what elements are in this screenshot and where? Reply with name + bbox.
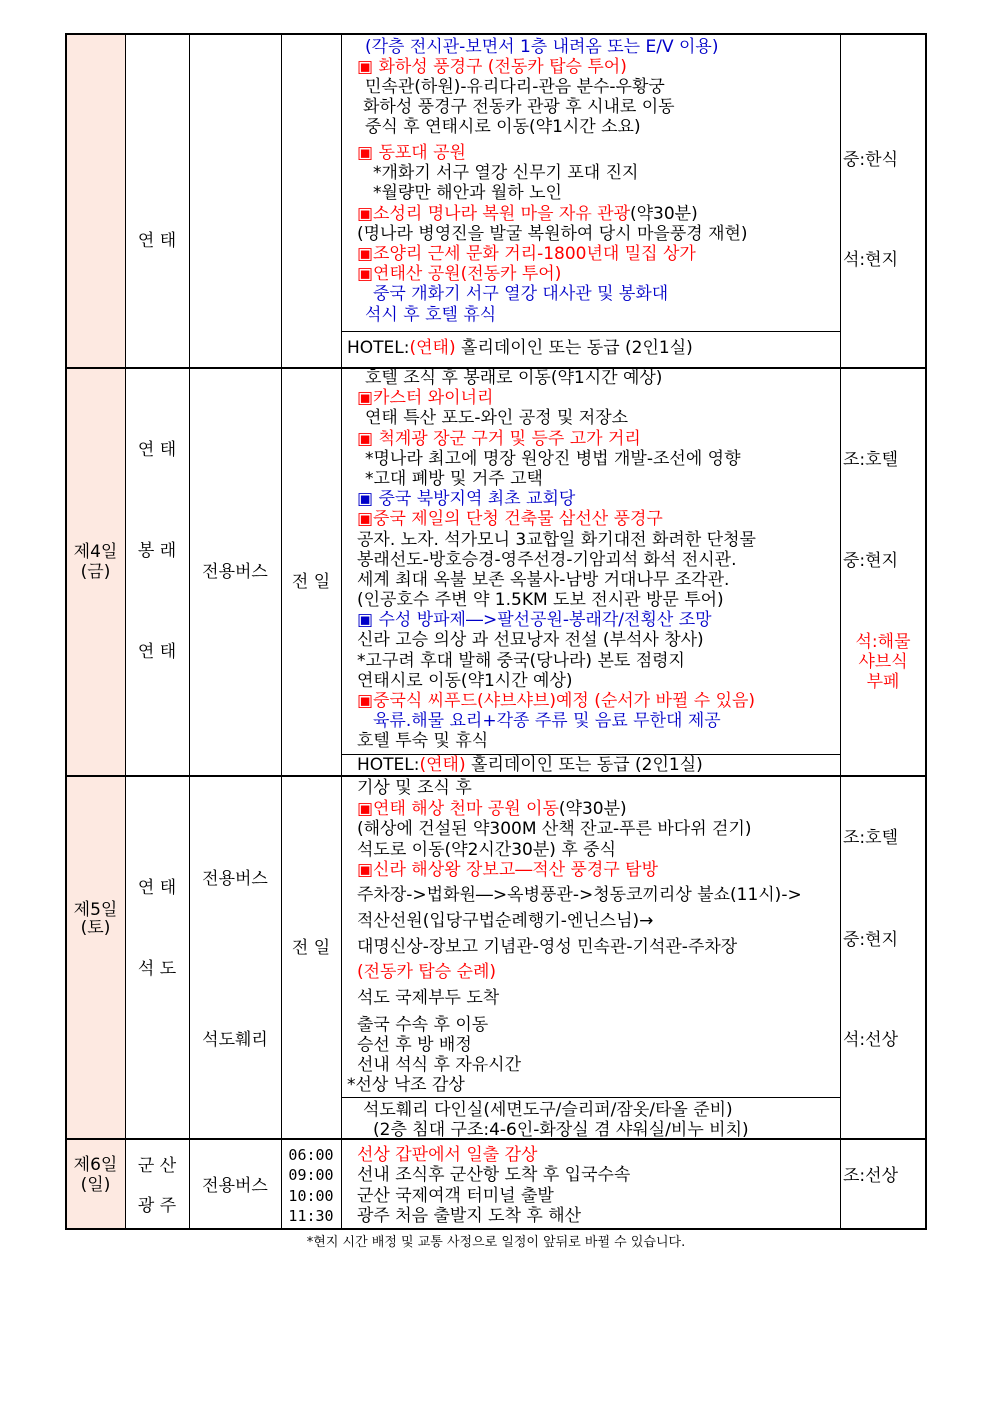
schedule-highlight: ▣ 동포대 공원 bbox=[357, 143, 466, 163]
schedule-line: 석시 후 호텔 휴식 bbox=[365, 304, 497, 325]
schedule-line: *고대 폐방 및 거주 고택 bbox=[365, 468, 543, 489]
schedule-cell bbox=[341, 37, 838, 325]
schedule-line: (명나라 병영진을 발굴 복원하여 당시 마을풍경 재현) bbox=[357, 223, 748, 244]
transport-label: 전용버스 bbox=[202, 869, 268, 889]
time-label: 11:30 bbox=[288, 1206, 334, 1225]
schedule-line: 선내 조식후 군산항 도착 후 입국수속 bbox=[357, 1165, 631, 1186]
meal-label: 샤브식 bbox=[858, 652, 908, 672]
meal-label: 석:선상 bbox=[843, 1030, 898, 1050]
schedule-line: 출국 수속 후 이동 bbox=[357, 1014, 489, 1035]
location-label: 연 태 bbox=[137, 231, 177, 251]
hotel-label: HOTEL: bbox=[347, 338, 410, 358]
meal-label: 중:현지 bbox=[843, 551, 898, 571]
schedule-line: 연태시로 이동(약1시간 예상) bbox=[357, 670, 573, 691]
meal-label: 조:선상 bbox=[843, 1166, 898, 1186]
hotel-line bbox=[341, 338, 840, 358]
schedule-line: ▣ 수성 방파제―>팔선공원-봉래각/전횡산 조망 bbox=[357, 610, 712, 631]
grid-line bbox=[65, 34, 67, 1229]
schedule-line: 승선 후 방 배정 bbox=[357, 1034, 472, 1055]
grid-line bbox=[341, 331, 840, 332]
schedule-line bbox=[341, 204, 838, 224]
schedule-cell bbox=[341, 778, 838, 1095]
grid-line bbox=[281, 34, 282, 1229]
schedule-line: 기상 및 조식 후 bbox=[357, 778, 472, 798]
schedule-highlight: ▣연태산 공원(전동카 투어) bbox=[357, 264, 562, 285]
hotel-line bbox=[341, 755, 840, 775]
grid-line bbox=[341, 1097, 840, 1098]
location-label: 봉 래 bbox=[137, 541, 177, 561]
meal-label: 중:현지 bbox=[843, 930, 898, 950]
schedule-line: 군산 국제여객 터미널 출발 bbox=[357, 1185, 554, 1206]
location-label: 연 태 bbox=[137, 642, 177, 662]
schedule-line: (인공호수 주변 약 1.5KM 도보 전시관 방문 투어) bbox=[357, 590, 724, 611]
schedule-line: 석도로 이동(약2시간30분) 후 중식 bbox=[357, 839, 616, 860]
schedule-highlight: ▣소성리 명나라 복원 마을 자유 관광 bbox=[357, 203, 630, 224]
hotel-name: 홀리데이인 또는 동급 (2인1실) bbox=[461, 338, 693, 358]
location-label: 광 주 bbox=[137, 1196, 177, 1216]
schedule-line: 선내 석식 후 자유시간 bbox=[357, 1054, 522, 1075]
schedule-line: 민속관(하원)-유리다리-관음 분수-우황궁 bbox=[365, 77, 665, 97]
schedule-cell bbox=[341, 368, 838, 752]
schedule-highlight: ▣카스터 와이너리 bbox=[357, 388, 494, 409]
schedule-highlight: (전동카 탑승 순례) bbox=[357, 962, 497, 983]
schedule-line: 대명신상-장보고 기념관-영성 민속관-기석관-주차장 bbox=[357, 936, 738, 957]
meal-label: 석:현지 bbox=[843, 250, 898, 270]
schedule-line: *고구려 후대 발해 중국(당나라) 본토 점령지 bbox=[357, 650, 685, 671]
schedule-line: (각층 전시관-보면서 1층 내려옴 또는 E/V 이용) bbox=[365, 37, 719, 57]
grid-line bbox=[65, 1228, 927, 1230]
schedule-highlight: 선상 갑판에서 일출 감상 bbox=[357, 1145, 538, 1165]
schedule-line: *월량만 해안과 월하 노인 bbox=[373, 183, 562, 204]
grid-line bbox=[65, 33, 927, 35]
schedule-line: 연태 특산 포도-와인 공정 및 저장소 bbox=[365, 408, 629, 429]
transport-label: 전용버스 bbox=[202, 562, 268, 582]
time-label: 전 일 bbox=[291, 938, 331, 958]
time-label: 전 일 bbox=[291, 572, 331, 592]
schedule-line: 신라 고승 의상 과 선묘낭자 전설 (부석사 창사) bbox=[357, 630, 704, 651]
schedule-line bbox=[341, 799, 838, 820]
location-label: 연 태 bbox=[137, 878, 177, 898]
time-label: 06:00 bbox=[288, 1146, 334, 1164]
schedule-line: 화하성 풍경구 전동카 관광 후 시내로 이동 bbox=[363, 97, 675, 117]
meal-label: 중:한식 bbox=[843, 150, 898, 170]
footer-note: *현지 시간 배정 및 교통 사정으로 일정이 앞뒤로 바뀔 수 있습니다. bbox=[306, 1235, 686, 1250]
grid-line bbox=[125, 34, 126, 1229]
location-label: 군 산 bbox=[137, 1156, 177, 1176]
hotel-name: 홀리데이인 또는 동급 (2인1실) bbox=[471, 755, 703, 775]
hotel-city: (연태) bbox=[419, 755, 466, 775]
grid-line bbox=[65, 775, 927, 777]
location-label: 석 도 bbox=[137, 959, 177, 979]
day-column-background bbox=[66, 34, 125, 1229]
hotel-city: (연태) bbox=[409, 338, 456, 358]
schedule-line: 광주 처음 출발지 도착 후 해산 bbox=[357, 1205, 582, 1226]
schedule-highlight: ▣연태 해상 천마 공원 이동 bbox=[357, 798, 559, 819]
transport-label: 석도훼리 bbox=[202, 1030, 268, 1050]
hotel-label: HOTEL: bbox=[357, 755, 420, 775]
schedule-line: 주차장->법화원―>옥병풍관->청동코끼리상 불쇼(11시)-> bbox=[357, 885, 802, 905]
ferry-note-line: 석도훼리 다인실(세면도구/슬리퍼/잠옷/타올 준비) bbox=[363, 1100, 733, 1120]
schedule-highlight: ▣ 척계광 장군 구거 및 등주 고가 거리 bbox=[357, 428, 641, 449]
schedule-line: *명나라 최고에 명장 원앙진 병법 개발-조선에 영향 bbox=[365, 448, 741, 469]
ferry-note-line: (2층 침대 구조:4-6인-화장실 겸 샤워실/비누 비치) bbox=[373, 1120, 749, 1140]
location-label: 연 태 bbox=[137, 440, 177, 460]
schedule-line: 공자. 노자. 석가모니 3교합일 화기대전 화려한 단청물 bbox=[357, 529, 756, 550]
schedule-line: ▣ 중국 북방지역 최초 교회당 bbox=[357, 489, 576, 510]
time-label: 10:00 bbox=[288, 1186, 334, 1205]
weekday-label: (토) bbox=[80, 918, 111, 938]
schedule-line: 호텔 투숙 및 휴식 bbox=[357, 731, 489, 752]
meal-label: 조:호텔 bbox=[843, 450, 898, 470]
meal-label: 부페 bbox=[866, 672, 900, 692]
day-label: 제5일 bbox=[73, 900, 118, 920]
day-label: 제6일 bbox=[73, 1155, 118, 1175]
weekday-label: (일) bbox=[80, 1175, 111, 1195]
schedule-line: 중식 후 연태시로 이동(약1시간 소요) bbox=[365, 117, 641, 137]
schedule-line: 호텔 조식 후 봉래로 이동(약1시간 예상) bbox=[365, 368, 663, 388]
schedule-line: (해상에 건설된 약300M 산책 잔교-푸른 바다위 걷기) bbox=[357, 819, 752, 839]
schedule-line: 봉래선도-방호승경-영주선경-기암괴석 화석 전시관. bbox=[357, 549, 737, 570]
weekday-label: (금) bbox=[80, 562, 111, 582]
schedule-highlight: ▣중국 제일의 단청 건축물 삼선산 풍경구 bbox=[357, 509, 663, 530]
schedule-line: *개화기 서구 열강 신무기 포대 진지 bbox=[373, 163, 639, 184]
meal-label: 조:호텔 bbox=[843, 828, 898, 848]
transport-label: 전용버스 bbox=[202, 1176, 268, 1196]
time-label: 09:00 bbox=[288, 1166, 334, 1185]
schedule-highlight: ▣ 화하성 풍경구 (전동카 탑승 투어) bbox=[357, 57, 627, 77]
ferry-note bbox=[341, 1100, 838, 1140]
meal-label: 석:해물 bbox=[855, 632, 911, 652]
schedule-line: 중국 개화기 서구 열강 대사관 및 봉화대 bbox=[373, 284, 669, 305]
schedule-line: *선상 낙조 감상 bbox=[347, 1074, 465, 1095]
day-label: 제4일 bbox=[73, 542, 118, 562]
schedule-note: (약30분) bbox=[558, 798, 627, 819]
schedule-highlight: ▣신라 해상왕 장보고―적산 풍경구 탐방 bbox=[357, 860, 659, 880]
schedule-line: 석도 국제부두 도착 bbox=[357, 988, 500, 1009]
time-list bbox=[281, 1145, 341, 1226]
schedule-highlight: ▣중국식 씨푸드(샤브샤브)예정 (순서가 바뀔 수 있음) bbox=[357, 691, 756, 711]
schedule-line: 적산선원(입당구법순례행기-엔닌스님)→ bbox=[357, 910, 654, 931]
schedule-highlight: ▣조양리 근세 문화 거리-1800년대 밀집 상가 bbox=[357, 243, 696, 264]
schedule-cell bbox=[341, 1145, 838, 1226]
schedule-line: 육류.해물 요리+각종 주류 및 음료 무한대 제공 bbox=[373, 711, 721, 732]
schedule-note: (약30분) bbox=[630, 203, 698, 224]
schedule-line: 세계 최대 옥불 보존 옥불사-남방 거대나무 조각관. bbox=[357, 569, 730, 590]
